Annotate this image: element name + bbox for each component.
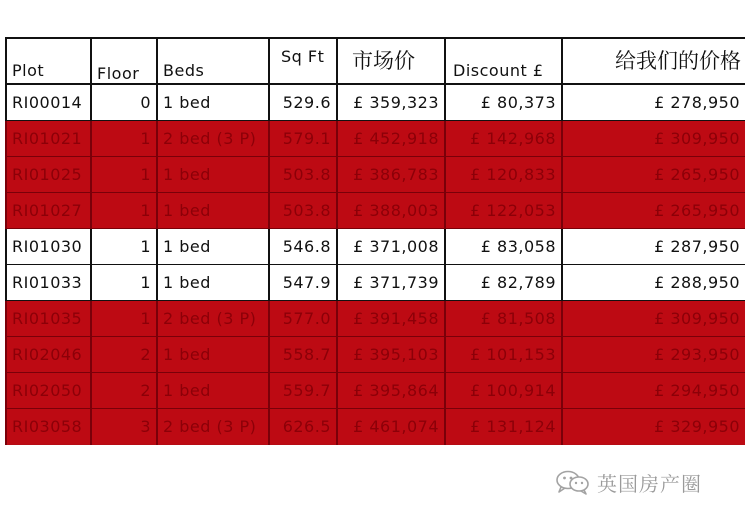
cell-our-price[interactable]: £ 294,950 bbox=[562, 373, 745, 409]
header-floor[interactable]: Floor bbox=[91, 38, 157, 84]
cell-sqft[interactable]: 503.8 bbox=[269, 157, 337, 193]
cell-plot[interactable]: RI03058 bbox=[6, 409, 91, 445]
cell-beds[interactable]: 1 bed bbox=[157, 84, 269, 121]
header-sqft[interactable]: Sq Ft bbox=[269, 38, 337, 84]
cell-sqft[interactable]: 547.9 bbox=[269, 265, 337, 301]
cell-market-price[interactable]: £ 461,074 bbox=[337, 409, 445, 445]
table-row bbox=[6, 157, 745, 193]
cell-our-price[interactable]: £ 265,950 bbox=[562, 193, 745, 229]
cell-market-price[interactable]: £ 386,783 bbox=[337, 157, 445, 193]
table-row bbox=[6, 193, 745, 229]
table-row bbox=[6, 265, 745, 301]
cell-floor[interactable]: 1 bbox=[91, 229, 157, 265]
cell-our-price[interactable]: £ 309,950 bbox=[562, 301, 745, 337]
cell-plot[interactable]: RI01033 bbox=[6, 265, 91, 301]
table-body bbox=[6, 84, 745, 445]
cell-our-price[interactable]: £ 287,950 bbox=[562, 229, 745, 265]
table-row bbox=[6, 229, 745, 265]
cell-discount[interactable]: £ 142,968 bbox=[445, 121, 562, 157]
cell-plot[interactable]: RI01021 bbox=[6, 121, 91, 157]
cell-market-price[interactable]: £ 395,864 bbox=[337, 373, 445, 409]
cell-discount[interactable]: £ 83,058 bbox=[445, 229, 562, 265]
watermark-text: 英国房产圈 bbox=[597, 471, 702, 496]
header-our-price[interactable]: 给我们的价格 bbox=[562, 38, 745, 84]
cell-plot[interactable]: RI02046 bbox=[6, 337, 91, 373]
cell-floor[interactable]: 2 bbox=[91, 373, 157, 409]
table-header bbox=[6, 38, 745, 84]
cell-our-price[interactable]: £ 278,950 bbox=[562, 84, 745, 121]
cell-beds[interactable]: 1 bed bbox=[157, 157, 269, 193]
cell-floor[interactable]: 1 bbox=[91, 157, 157, 193]
cell-sqft[interactable]: 529.6 bbox=[269, 84, 337, 121]
cell-sqft[interactable]: 559.7 bbox=[269, 373, 337, 409]
cell-discount[interactable]: £ 120,833 bbox=[445, 157, 562, 193]
cell-plot[interactable]: RI01035 bbox=[6, 301, 91, 337]
cell-discount[interactable]: £ 82,789 bbox=[445, 265, 562, 301]
cell-beds[interactable]: 2 bed (3 P) bbox=[157, 301, 269, 337]
wechat-icon bbox=[555, 469, 591, 495]
cell-discount[interactable]: £ 131,124 bbox=[445, 409, 562, 445]
cell-discount[interactable]: £ 80,373 bbox=[445, 84, 562, 121]
header-discount[interactable]: Discount £ bbox=[445, 38, 562, 84]
cell-plot[interactable]: RI01027 bbox=[6, 193, 91, 229]
table-row bbox=[6, 409, 745, 445]
cell-our-price[interactable]: £ 293,950 bbox=[562, 337, 745, 373]
cell-beds[interactable]: 1 bed bbox=[157, 337, 269, 373]
header-row bbox=[6, 38, 745, 84]
header-beds[interactable]: Beds bbox=[157, 38, 269, 84]
cell-beds[interactable]: 1 bed bbox=[157, 229, 269, 265]
table-row bbox=[6, 121, 745, 157]
cell-beds[interactable]: 1 bed bbox=[157, 193, 269, 229]
cell-plot[interactable]: RI01030 bbox=[6, 229, 91, 265]
table-row bbox=[6, 373, 745, 409]
cell-floor[interactable]: 0 bbox=[91, 84, 157, 121]
watermark bbox=[555, 468, 702, 496]
table-row bbox=[6, 337, 745, 373]
cell-floor[interactable]: 1 bbox=[91, 121, 157, 157]
cell-market-price[interactable]: £ 395,103 bbox=[337, 337, 445, 373]
cell-sqft[interactable]: 577.0 bbox=[269, 301, 337, 337]
cell-our-price[interactable]: £ 288,950 bbox=[562, 265, 745, 301]
header-market-price[interactable]: 市场价 bbox=[337, 38, 445, 84]
cell-floor[interactable]: 2 bbox=[91, 337, 157, 373]
property-price-table bbox=[5, 37, 745, 445]
cell-floor[interactable]: 1 bbox=[91, 193, 157, 229]
cell-sqft[interactable]: 546.8 bbox=[269, 229, 337, 265]
table-row bbox=[6, 84, 745, 121]
cell-plot[interactable]: RI02050 bbox=[6, 373, 91, 409]
cell-market-price[interactable]: £ 371,008 bbox=[337, 229, 445, 265]
cell-floor[interactable]: 3 bbox=[91, 409, 157, 445]
cell-beds[interactable]: 1 bed bbox=[157, 265, 269, 301]
cell-market-price[interactable]: £ 452,918 bbox=[337, 121, 445, 157]
table-row bbox=[6, 301, 745, 337]
cell-floor[interactable]: 1 bbox=[91, 265, 157, 301]
cell-beds[interactable]: 1 bed bbox=[157, 373, 269, 409]
cell-market-price[interactable]: £ 388,003 bbox=[337, 193, 445, 229]
cell-market-price[interactable]: £ 391,458 bbox=[337, 301, 445, 337]
cell-beds[interactable]: 2 bed (3 P) bbox=[157, 409, 269, 445]
cell-market-price[interactable]: £ 371,739 bbox=[337, 265, 445, 301]
cell-our-price[interactable]: £ 329,950 bbox=[562, 409, 745, 445]
cell-beds[interactable]: 2 bed (3 P) bbox=[157, 121, 269, 157]
cell-plot[interactable]: RI01025 bbox=[6, 157, 91, 193]
cell-floor[interactable]: 1 bbox=[91, 301, 157, 337]
cell-plot[interactable]: RI00014 bbox=[6, 84, 91, 121]
cell-market-price[interactable]: £ 359,323 bbox=[337, 84, 445, 121]
cell-our-price[interactable]: £ 309,950 bbox=[562, 121, 745, 157]
cell-discount[interactable]: £ 81,508 bbox=[445, 301, 562, 337]
cell-sqft[interactable]: 579.1 bbox=[269, 121, 337, 157]
cell-sqft[interactable]: 626.5 bbox=[269, 409, 337, 445]
cell-our-price[interactable]: £ 265,950 bbox=[562, 157, 745, 193]
header-plot[interactable]: Plot bbox=[6, 38, 91, 84]
cell-discount[interactable]: £ 101,153 bbox=[445, 337, 562, 373]
cell-sqft[interactable]: 503.8 bbox=[269, 193, 337, 229]
cell-discount[interactable]: £ 122,053 bbox=[445, 193, 562, 229]
cell-discount[interactable]: £ 100,914 bbox=[445, 373, 562, 409]
cell-sqft[interactable]: 558.7 bbox=[269, 337, 337, 373]
